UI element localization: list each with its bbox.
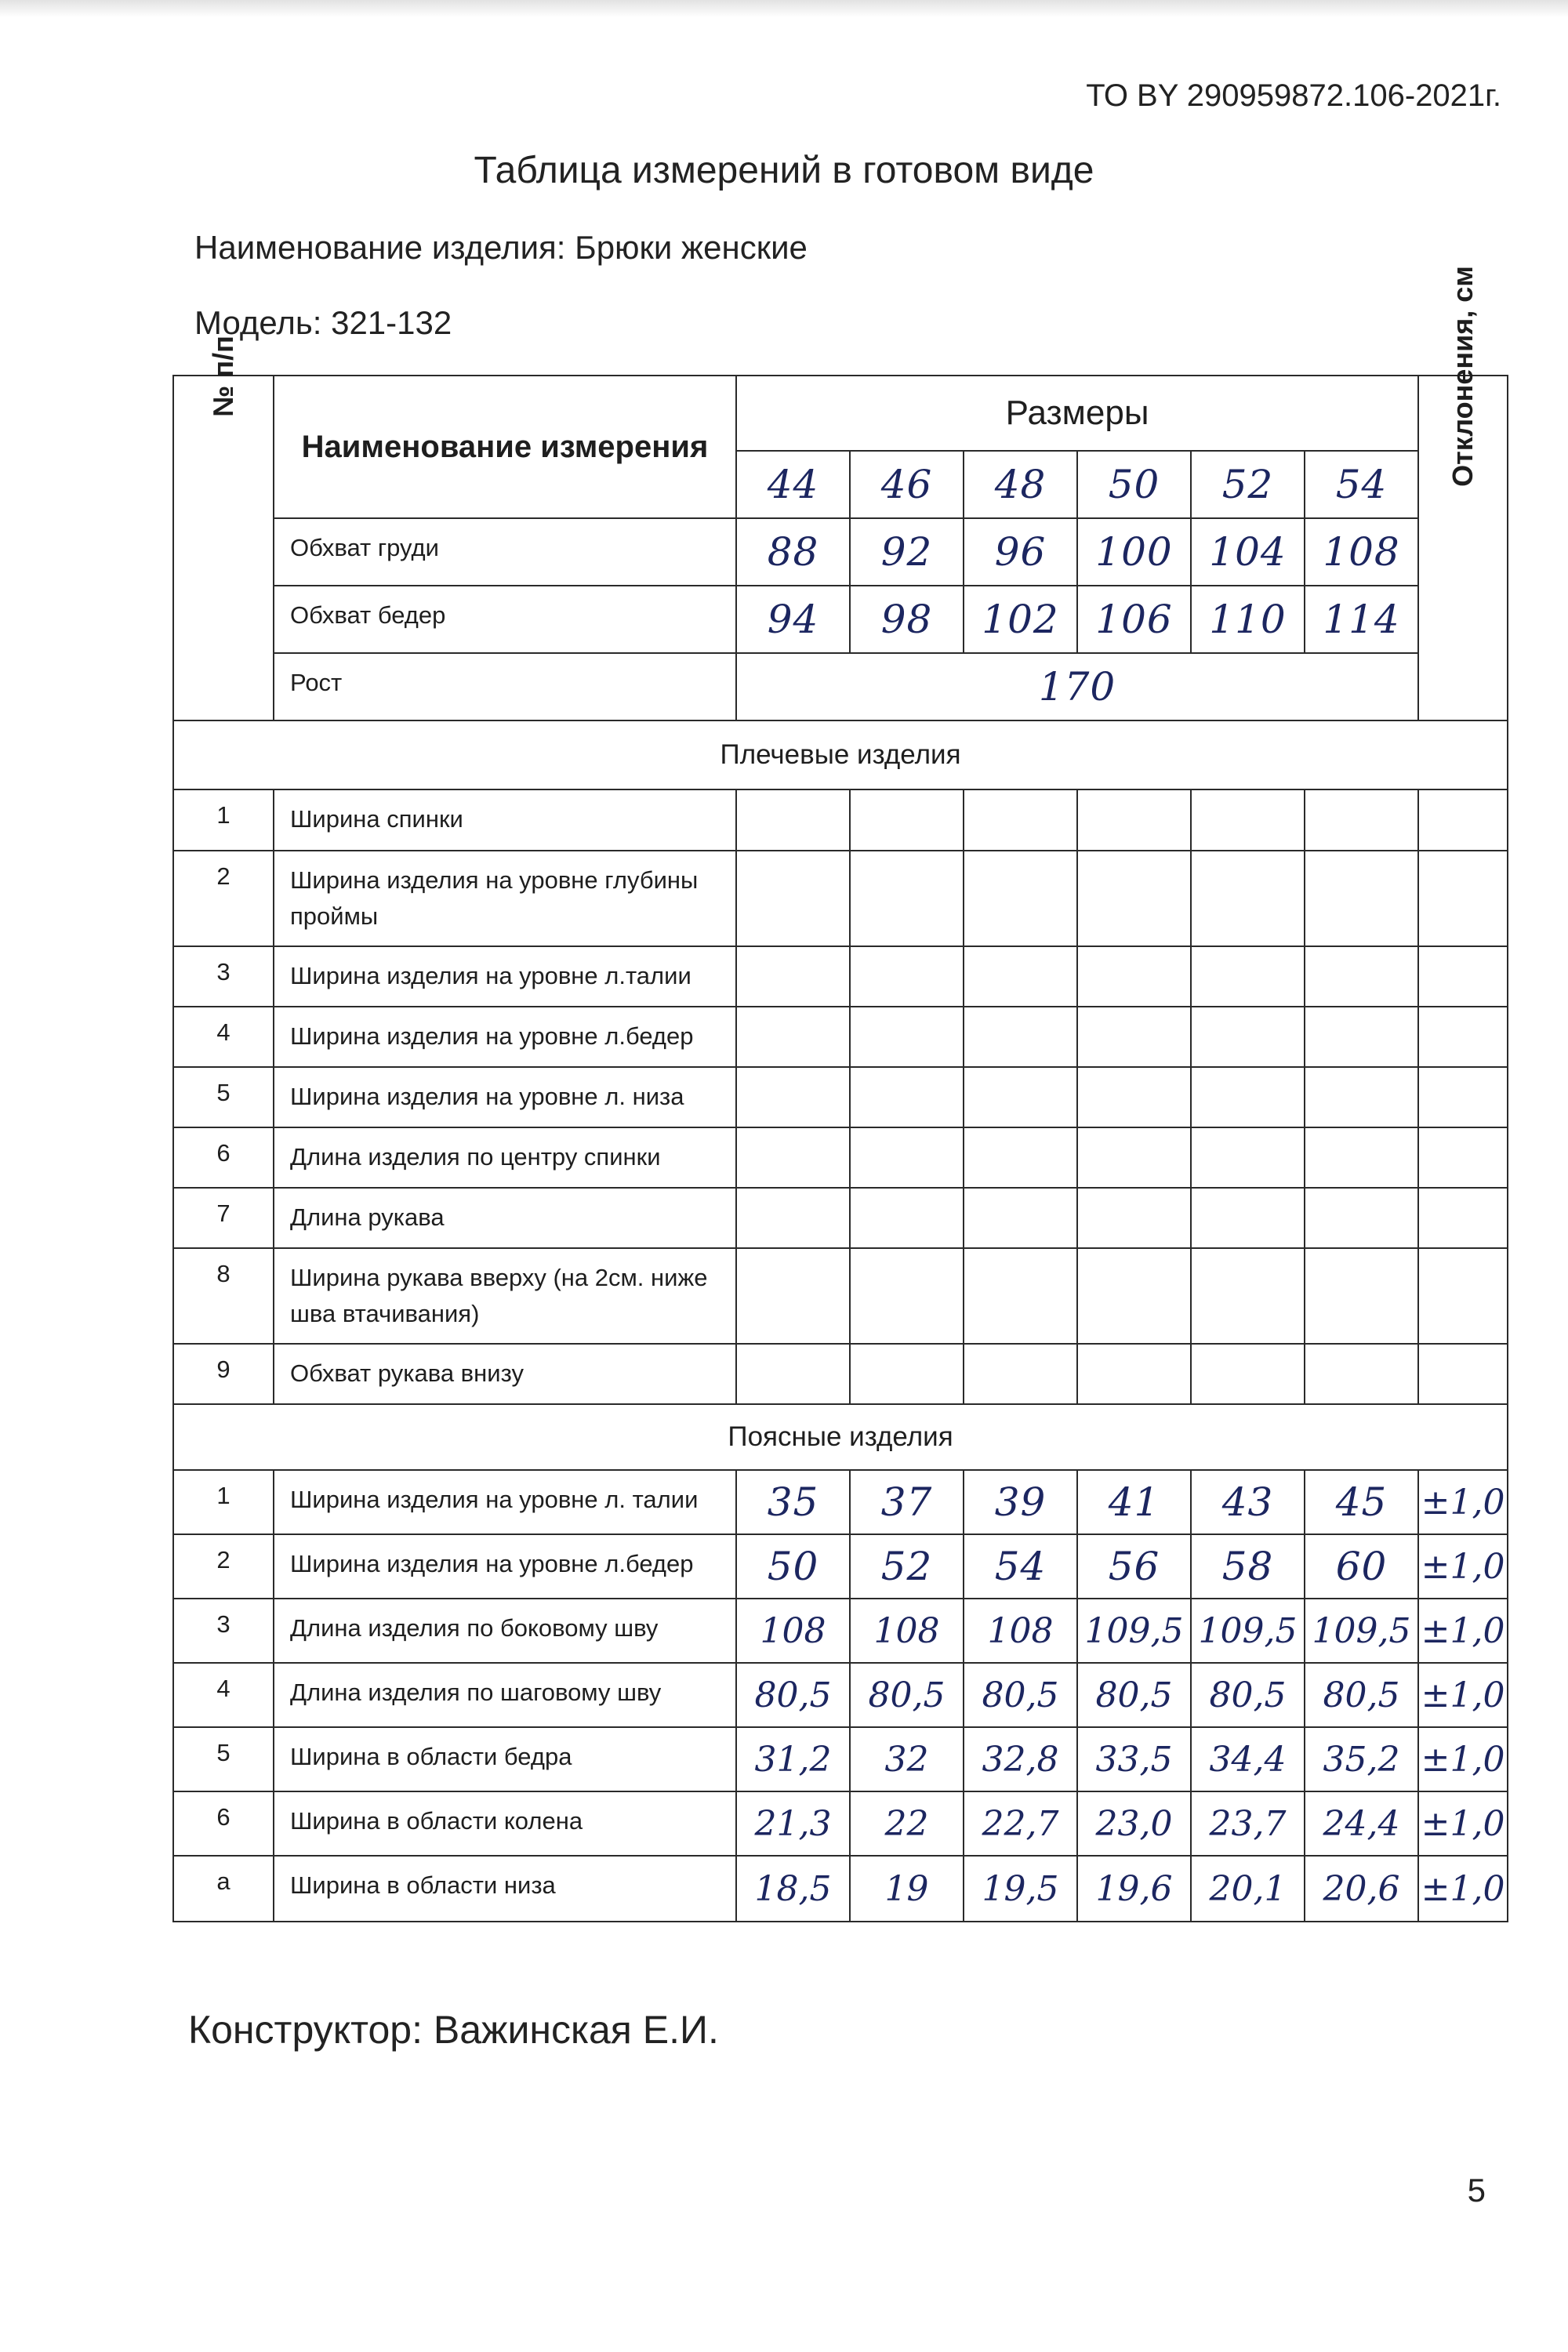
value-cell: 109,5	[1077, 1599, 1191, 1663]
empty-cell	[1305, 946, 1418, 1007]
row-label: Ширина изделия на уровне л. талии	[274, 1470, 736, 1534]
value-cell: 109,5	[1191, 1599, 1305, 1663]
empty-cell	[1305, 1188, 1418, 1248]
empty-cell	[1191, 1344, 1305, 1404]
row-number: 5	[173, 1067, 274, 1127]
deviation-column-header	[1418, 266, 1508, 720]
value-cell: 21,3	[736, 1791, 850, 1856]
empty-cell	[964, 946, 1077, 1007]
height-row	[173, 653, 1508, 720]
value-cell: 35,2	[1305, 1727, 1418, 1791]
value-cell: 19,6	[1077, 1856, 1191, 1922]
row-label: Ширина изделия на уровне л.бедер	[274, 1007, 736, 1067]
table-row	[173, 1599, 1508, 1663]
value-cell: 109,5	[1305, 1599, 1418, 1663]
value-cell: 18,5	[736, 1856, 850, 1922]
row-number: 2	[173, 1534, 274, 1599]
table-row	[173, 1127, 1508, 1188]
row-number: 4	[173, 1007, 274, 1067]
value-cell: 31,2	[736, 1727, 850, 1791]
value-cell: 108	[964, 1599, 1077, 1663]
empty-cell	[1191, 851, 1305, 946]
row-number: 6	[173, 1127, 274, 1188]
deviation-cell: ±1,0	[1418, 1599, 1508, 1663]
empty-cell	[736, 1067, 850, 1127]
empty-cell	[736, 1248, 850, 1344]
row-number: 9	[173, 1344, 274, 1404]
table-row	[173, 1248, 1508, 1344]
empty-cell	[1418, 789, 1508, 851]
value-cell: 108	[1305, 518, 1418, 586]
row-label: Ширина изделия на уровне л.талии	[274, 946, 736, 1007]
row-number: 4	[173, 1663, 274, 1727]
empty-cell	[1305, 851, 1418, 946]
value-cell: 80,5	[1191, 1663, 1305, 1727]
table-row	[173, 851, 1508, 946]
empty-cell	[1077, 1127, 1191, 1188]
value-cell: 33,5	[1077, 1727, 1191, 1791]
section-shoulder	[173, 720, 1508, 789]
row-number: 8	[173, 1248, 274, 1344]
empty-cell	[850, 1067, 964, 1127]
size-cell: 46	[850, 451, 964, 518]
empty-cell	[736, 1188, 850, 1248]
name-column-header: Наименование измерения	[274, 376, 736, 518]
document-code: ТО BY 290959872.106-2021г.	[1086, 78, 1501, 113]
row-label: Длина изделия по шаговому шву	[274, 1663, 736, 1727]
table-row	[173, 1663, 1508, 1727]
deviation-cell: ±1,0	[1418, 1534, 1508, 1599]
row-number: 2	[173, 851, 274, 946]
table-row	[173, 1534, 1508, 1599]
empty-cell	[1191, 1248, 1305, 1344]
row-label: Ширина изделия на уровне глубины проймы	[274, 851, 736, 946]
value-cell: 19,5	[964, 1856, 1077, 1922]
row-label: Ширина спинки	[274, 789, 736, 851]
value-cell: 58	[1191, 1534, 1305, 1599]
value-cell: 43	[1191, 1470, 1305, 1534]
empty-cell	[1077, 1344, 1191, 1404]
row-label: Ширина рукава вверху (на 2см. ниже шва втачивания)	[274, 1248, 736, 1344]
model-number: Модель: 321-132	[194, 304, 452, 341]
value-cell: 20,6	[1305, 1856, 1418, 1922]
empty-cell	[850, 1344, 964, 1404]
empty-cell	[1191, 946, 1305, 1007]
value-cell: 22,7	[964, 1791, 1077, 1856]
value-cell: 110	[1191, 586, 1305, 653]
empty-cell	[1077, 789, 1191, 851]
row-number: 3	[173, 1599, 274, 1663]
empty-cell	[1191, 1067, 1305, 1127]
empty-cell	[1305, 1067, 1418, 1127]
empty-cell	[850, 946, 964, 1007]
value-cell: 88	[736, 518, 850, 586]
value-cell: 32,8	[964, 1727, 1077, 1791]
value-cell: 80,5	[850, 1663, 964, 1727]
param-label: Рост	[274, 653, 736, 720]
empty-cell	[1191, 1188, 1305, 1248]
value-cell: 19	[850, 1856, 964, 1922]
empty-cell	[964, 1344, 1077, 1404]
empty-cell	[964, 1007, 1077, 1067]
page-title: Таблица измерений в готовом виде	[474, 150, 1094, 191]
empty-cell	[1418, 1007, 1508, 1067]
table-row	[173, 1007, 1508, 1067]
page-number: 5	[1467, 2172, 1486, 2209]
value-cell: 114	[1305, 586, 1418, 653]
table-row	[173, 946, 1508, 1007]
value-cell: 108	[736, 1599, 850, 1663]
size-cell: 48	[964, 451, 1077, 518]
empty-cell	[964, 851, 1077, 946]
table-row	[173, 1188, 1508, 1248]
value-cell: 80,5	[1305, 1663, 1418, 1727]
empty-cell	[1418, 946, 1508, 1007]
designer-signature-line: Конструктор: Важинская Е.И.	[188, 2008, 719, 2052]
table-row	[173, 1727, 1508, 1791]
value-cell: 34,4	[1191, 1727, 1305, 1791]
empty-cell	[1305, 1344, 1418, 1404]
value-cell: 50	[736, 1534, 850, 1599]
table-row	[173, 1470, 1508, 1534]
empty-cell	[736, 1127, 850, 1188]
deviation-cell: ±1,0	[1418, 1856, 1508, 1922]
value-cell: 102	[964, 586, 1077, 653]
row-label: Длина изделия по центру спинки	[274, 1127, 736, 1188]
sizes-header: Размеры	[736, 376, 1418, 451]
value-cell: 94	[736, 586, 850, 653]
section-title: Поясные изделия	[173, 1404, 1508, 1470]
value-cell: 20,1	[1191, 1856, 1305, 1922]
row-label: Ширина в области низа	[274, 1856, 736, 1922]
empty-cell	[964, 1127, 1077, 1188]
row-label: Ширина изделия на уровне л.бедер	[274, 1534, 736, 1599]
value-cell: 92	[850, 518, 964, 586]
empty-cell	[1077, 1248, 1191, 1344]
empty-cell	[1077, 1067, 1191, 1127]
value-cell: 100	[1077, 518, 1191, 586]
table-row	[173, 789, 1508, 851]
empty-cell	[1418, 1127, 1508, 1188]
value-cell: 80,5	[964, 1663, 1077, 1727]
row-number: 1	[173, 789, 274, 851]
empty-cell	[850, 851, 964, 946]
value-cell: 98	[850, 586, 964, 653]
value-cell: 106	[1077, 586, 1191, 653]
param-label: Обхват бедер	[274, 586, 736, 653]
empty-cell	[1191, 1127, 1305, 1188]
empty-cell	[736, 1007, 850, 1067]
deviation-column-label: Отклонения, см	[1446, 266, 1479, 487]
empty-cell	[1418, 1248, 1508, 1344]
header-row	[173, 376, 1508, 451]
value-cell: 45	[1305, 1470, 1418, 1534]
empty-cell	[1305, 1127, 1418, 1188]
value-cell: 32	[850, 1727, 964, 1791]
value-cell: 56	[1077, 1534, 1191, 1599]
empty-cell	[1077, 1188, 1191, 1248]
number-column-label: № п/п	[207, 336, 239, 417]
value-cell: 96	[964, 518, 1077, 586]
empty-cell	[964, 1248, 1077, 1344]
empty-cell	[850, 1127, 964, 1188]
table-row	[173, 1791, 1508, 1856]
value-cell: 23,0	[1077, 1791, 1191, 1856]
row-label: Ширина в области бедра	[274, 1727, 736, 1791]
deviation-cell: ±1,0	[1418, 1663, 1508, 1727]
table-row	[173, 1067, 1508, 1127]
section-waist	[173, 1404, 1508, 1470]
row-label: Длина изделия по боковому шву	[274, 1599, 736, 1663]
value-cell: 35	[736, 1470, 850, 1534]
value-cell: 41	[1077, 1470, 1191, 1534]
value-cell: 60	[1305, 1534, 1418, 1599]
empty-cell	[964, 1188, 1077, 1248]
table-row	[173, 1856, 1508, 1922]
empty-cell	[1191, 789, 1305, 851]
deviation-cell: ±1,0	[1418, 1791, 1508, 1856]
empty-cell	[850, 1188, 964, 1248]
param-label: Обхват груди	[274, 518, 736, 586]
empty-cell	[736, 946, 850, 1007]
value-cell: 37	[850, 1470, 964, 1534]
height-value: 170	[736, 653, 1418, 720]
empty-cell	[1418, 1188, 1508, 1248]
empty-cell	[1418, 851, 1508, 946]
empty-cell	[1305, 1007, 1418, 1067]
row-label: Ширина в области колена	[274, 1791, 736, 1856]
empty-cell	[736, 789, 850, 851]
empty-cell	[1077, 851, 1191, 946]
row-number: 3	[173, 946, 274, 1007]
empty-cell	[964, 789, 1077, 851]
value-cell: 22	[850, 1791, 964, 1856]
value-cell: 80,5	[736, 1663, 850, 1727]
empty-cell	[736, 1344, 850, 1404]
empty-cell	[1077, 946, 1191, 1007]
hips-row	[173, 586, 1508, 653]
row-number: 7	[173, 1188, 274, 1248]
value-cell: 52	[850, 1534, 964, 1599]
value-cell: 104	[1191, 518, 1305, 586]
empty-cell	[850, 1248, 964, 1344]
empty-cell	[1305, 789, 1418, 851]
value-cell: 39	[964, 1470, 1077, 1534]
empty-cell	[850, 1007, 964, 1067]
size-cell: 44	[736, 451, 850, 518]
size-cell: 52	[1191, 451, 1305, 518]
row-label: Длина рукава	[274, 1188, 736, 1248]
table-row	[173, 1344, 1508, 1404]
row-number: 6	[173, 1791, 274, 1856]
value-cell: 108	[850, 1599, 964, 1663]
row-label: Обхват рукава внизу	[274, 1344, 736, 1404]
empty-cell	[1077, 1007, 1191, 1067]
empty-cell	[1418, 1067, 1508, 1127]
empty-cell	[1191, 1007, 1305, 1067]
row-label: Ширина изделия на уровне л. низа	[274, 1067, 736, 1127]
row-number: 1	[173, 1470, 274, 1534]
chest-row	[173, 518, 1508, 586]
empty-cell	[1305, 1248, 1418, 1344]
value-cell: 54	[964, 1534, 1077, 1599]
row-number: а	[173, 1856, 274, 1922]
value-cell: 23,7	[1191, 1791, 1305, 1856]
value-cell: 80,5	[1077, 1663, 1191, 1727]
size-cell: 54	[1305, 451, 1418, 518]
empty-cell	[850, 789, 964, 851]
product-name: Наименование изделия: Брюки женские	[194, 229, 808, 266]
empty-cell	[964, 1067, 1077, 1127]
size-cell: 50	[1077, 451, 1191, 518]
empty-cell	[736, 851, 850, 946]
deviation-cell: ±1,0	[1418, 1727, 1508, 1791]
empty-cell	[1418, 1344, 1508, 1404]
section-title: Плечевые изделия	[173, 720, 1508, 789]
value-cell: 24,4	[1305, 1791, 1418, 1856]
row-number: 5	[173, 1727, 274, 1791]
scan-edge	[0, 0, 1568, 17]
deviation-cell: ±1,0	[1418, 1470, 1508, 1534]
number-column-header	[173, 336, 274, 720]
